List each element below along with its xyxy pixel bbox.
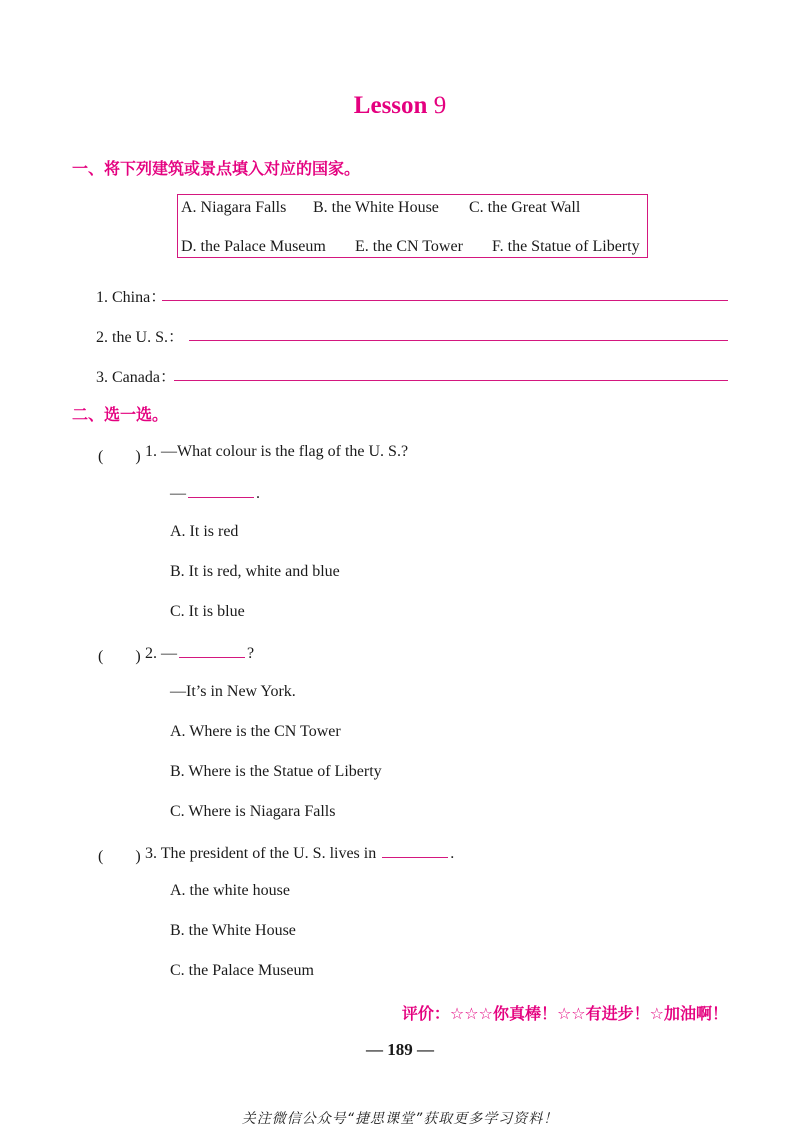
answer-paren-2[interactable]: ( ) (98, 648, 141, 665)
answer-paren-3[interactable]: ( ) (98, 848, 141, 865)
title-word: Lesson (353, 92, 428, 119)
option-d: D. the Palace Museum (181, 238, 326, 255)
fill-line-canada[interactable] (174, 380, 728, 381)
answer-blank-2[interactable] (179, 643, 245, 658)
q2-option-a: A. Where is the CN Tower (170, 723, 341, 740)
question-1-answer (170, 483, 260, 503)
question-2-stem (145, 643, 254, 663)
options-row-1 (181, 199, 580, 217)
fill-row-us-label: 2. the U. S.： (96, 329, 185, 346)
q2-option-c: C. Where is Niagara Falls (170, 803, 336, 820)
option-e: E. the CN Tower (355, 238, 463, 255)
q3-stem-prefix: 3. The president of the U. S. lives in (145, 845, 377, 862)
q2-stem-suffix: ? (247, 645, 255, 662)
answer-paren-1[interactable]: ( ) (98, 448, 141, 465)
q3-option-a: A. the white house (170, 882, 290, 899)
answer-blank-1[interactable] (188, 483, 254, 498)
q1-option-a: A. It is red (170, 523, 239, 540)
q3-option-b: B. the White House (170, 922, 296, 939)
answer-prefix: — (170, 485, 186, 502)
fill-row-canada-label: 3. Canada： (96, 369, 176, 386)
self-rating: 评价：☆☆☆你真棒！☆☆有进步！☆加油啊！ (401, 1004, 728, 1023)
q3-stem-suffix: . (450, 845, 455, 862)
options-row-2 (181, 238, 640, 256)
q3-option-c: C. the Palace Museum (170, 962, 314, 979)
option-f: F. the Statue of Liberty (492, 238, 640, 255)
title-number: 9 (433, 92, 447, 119)
question-3-stem (145, 843, 454, 863)
page-number: — 189 — (366, 1040, 434, 1059)
fill-line-china[interactable] (162, 300, 728, 301)
fill-line-us[interactable] (189, 340, 728, 341)
answer-suffix: . (256, 485, 260, 502)
section-2-heading: 二、选一选。 (72, 405, 169, 424)
footer-note: 关注微信公众号“捷思课堂”获取更多学习资料！ (241, 1111, 559, 1127)
option-a: A. Niagara Falls (181, 199, 287, 216)
question-1-stem: 1. —What colour is the flag of the U. S.? (145, 443, 409, 460)
page-title (0, 92, 800, 120)
option-c: C. the Great Wall (469, 199, 581, 216)
q1-option-c: C. It is blue (170, 603, 245, 620)
answer-blank-3[interactable] (382, 843, 448, 858)
q2-stem-prefix: 2. — (145, 645, 177, 662)
section-1-heading: 一、将下列建筑或景点填入对应的国家。 (72, 159, 361, 178)
option-b: B. the White House (313, 199, 439, 216)
fill-row-china-label: 1. China： (96, 289, 167, 306)
q1-option-b: B. It is red, white and blue (170, 563, 340, 580)
question-2-reply: —It’s in New York. (170, 683, 296, 700)
q2-option-b: B. Where is the Statue of Liberty (170, 763, 382, 780)
